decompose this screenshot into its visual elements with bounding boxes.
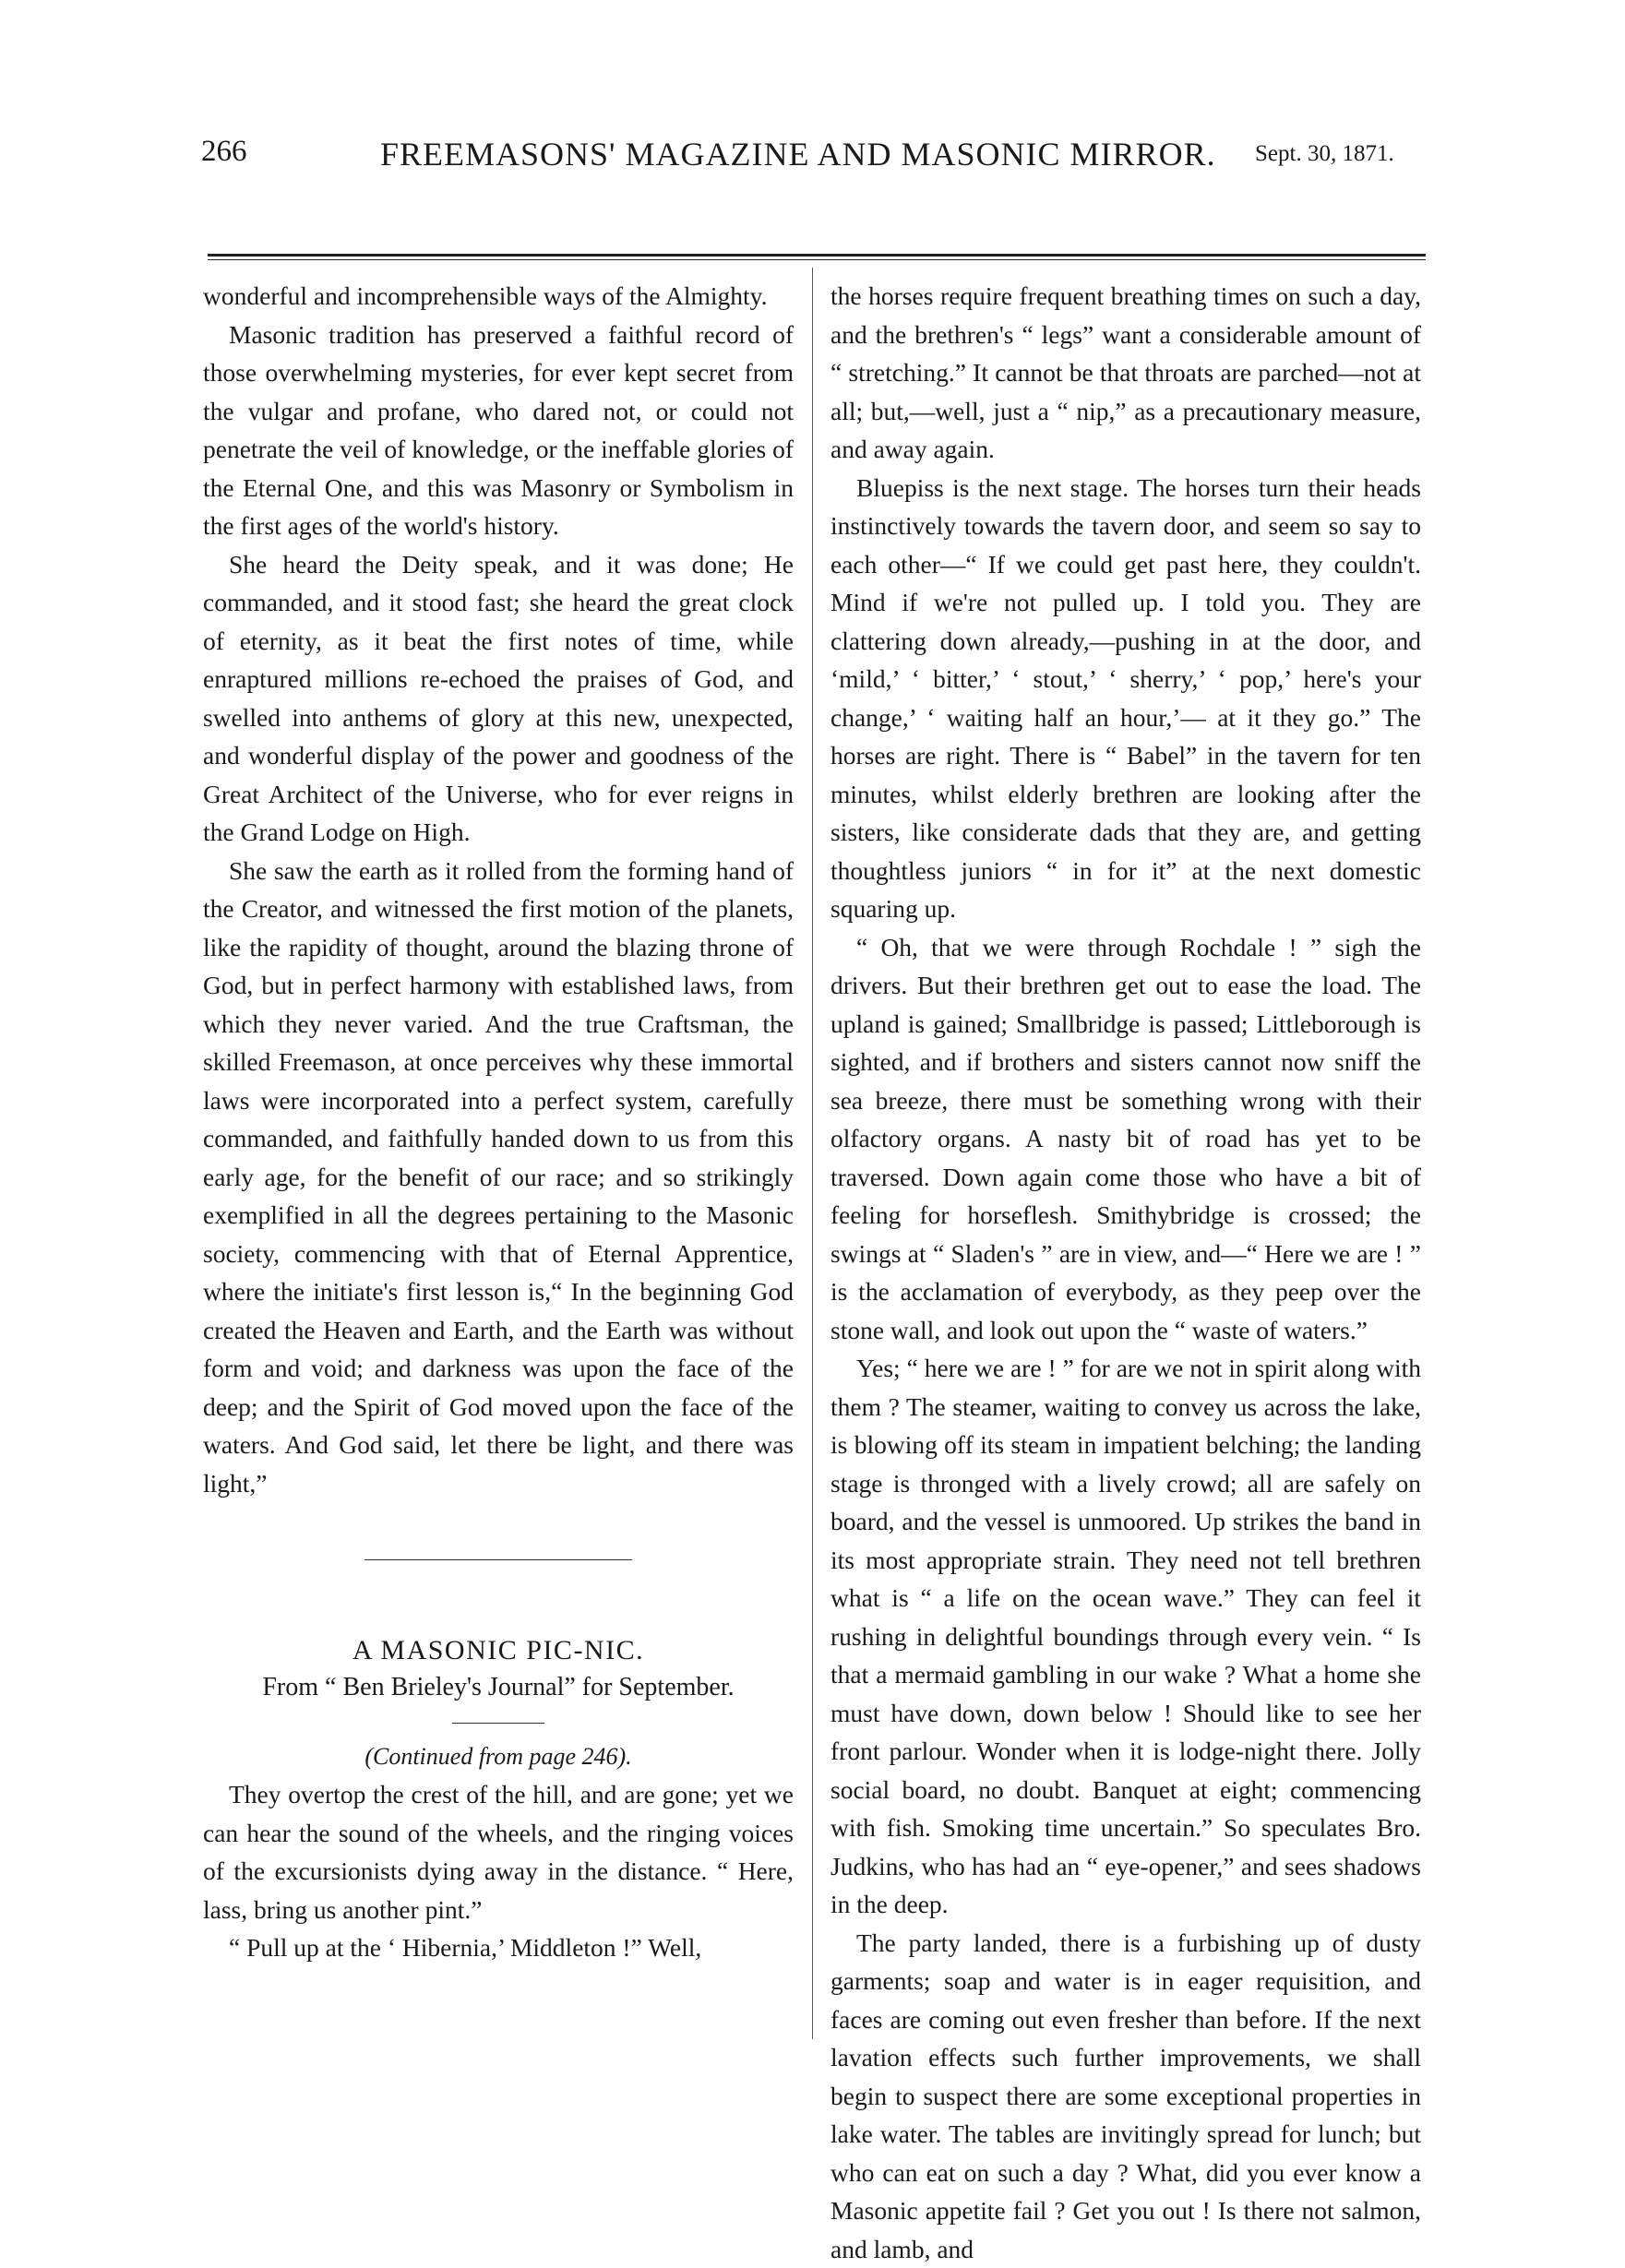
page-number: 266: [201, 135, 247, 169]
issue-date: Sept. 30, 1871.: [1255, 141, 1394, 167]
paragraph: The party landed, there is a furbishing up of dusty garments; soap and water is in eager requisition, and faces are coming out even fresher than before. If the next lavation effects such further improvements, we shall begin to suspect there are some exceptional properties in lake water. The tables are invitingly spread for lunch; but who can eat on such a day ? What, did you ever know a Masonic appetite fail ? Get you out ! Is there not salmon, and lamb, and: [830, 1924, 1421, 2268]
left-column: [203, 277, 794, 1967]
article-title: A MASONIC PIC-NIC.: [203, 1632, 794, 1669]
continued-note: (Continued from page 246).: [203, 1738, 794, 1775]
paragraph: Bluepiss is the next stage. The horses turn their heads instinctively towards the tavern door, and seem so say to each other—“ If we could get past here, they couldn't. Mind if we're not pulled up. I told you. They are clattering down already,—pushing in at the door, and ‘mild,’ ‘ bitter,’ ‘ stout,’ ‘ sherry,’ ‘ pop,’ here's your change,’ ‘ waiting half an hour,’— at it they go.” The horses are right. There is “ Babel” in the tavern for ten minutes, whilst elderly brethren are looking after the sisters, like considerate dads that they are, and getting thoughtless juniors “ in for it” at the next domestic squaring up.: [830, 469, 1421, 928]
paragraph: They overtop the crest of the hill, and are gone; yet we can hear the sound of the wheels, and the ringing voices of the excursionists dying away in the distance. “ Here, lass, bring us another pint.”: [203, 1775, 794, 1928]
paragraph: Masonic tradition has preserved a faithful record of those overwhelming mysteries, for ever kept secret from the vulgar and profane, who dared not, or could not penetrate the veil of knowledge, or the ineffable glories of the Eternal One, and this was Masonry or Symbolism in the first ages of the world's history.: [203, 316, 794, 545]
paragraph: She heard the Deity speak, and it was done; He commanded, and it stood fast; she heard the great clock of eternity, as it beat the first notes of time, while enraptured millions re-echoed the praises of God, and swelled into anthems of glory at this new, unexpected, and wonderful display of the power and goodness of the Great Architect of the Universe, who for ever reigns in the Grand Lodge on High.: [203, 545, 794, 852]
paragraph: the horses require frequent breathing times on such a day, and the brethren's “ legs” want a considerable amount of “ stretching.” It cannot be that throats are parched—not at all; but,—well, just a “ nip,” as a precautionary measure, and away again.: [830, 277, 1421, 469]
right-column: [830, 277, 1421, 2268]
section-divider: [364, 1559, 632, 1560]
paragraph: wonderful and incomprehensible ways of the Almighty.: [203, 277, 794, 316]
column-divider: [812, 268, 813, 2039]
paragraph: Yes; “ here we are ! ” for are we not in spirit along with them ? The steamer, waiting to convey us across the lake, is blowing off its steam in impatient belching; the landing stage is thronged with a lively crowd; all are safely on board, and the vessel is unmoored. Up strikes the band in its most appropriate strain. They need not tell brethren what is “ a life on the ocean wave.” They can feel it rushing in delightful boundings through every vein. “ Is that a mermaid gambling in our wake ? What a home she must have down, down below ! Should like to see her front parlour. Wonder when it is lodge-night there. Jolly social board, no doubt. Banquet at eight; commencing with fish. Smoking time uncertain.” So speculates Bro. Judkins, who has had an “ eye-opener,” and sees shadows in the deep.: [830, 1349, 1421, 1924]
header-rule-thick: [208, 254, 1426, 257]
article-subtitle: From “ Ben Brieley's Journal” for September.: [203, 1669, 794, 1706]
paragraph: She saw the earth as it rolled from the forming hand of the Creator, and witnessed the first motion of the planets, like the rapidity of thought, around the blazing throne of God, but in perfect harmony with established laws, from which they never varied. And the true Craftsman, the skilled Freemason, at once perceives why these immortal laws were incorporated into a perfect system, carefully commanded, and faithfully handed down to us from this early age, for the benefit of our race; and so strikingly exemplified in all the degrees pertaining to the Masonic society, commencing with that of Eternal Apprentice, where the initiate's first lesson is,“ In the beginning God created the Heaven and Earth, and the Earth was without form and void; and darkness was upon the face of the deep; and the Spirit of God moved upon the face of the waters. And God said, let there be light, and there was light,”: [203, 852, 794, 1503]
header-rule-thin: [208, 259, 1426, 260]
paragraph: “ Pull up at the ‘ Hibernia,’ Middleton !” Well,: [203, 1928, 794, 1967]
paragraph: “ Oh, that we were through Rochdale ! ” sigh the drivers. But their brethren get out to ease the load. The upland is gained; Smallbridge is passed; Littleborough is sighted, and if brothers and sisters cannot now sniff the sea breeze, there must be something wrong with their olfactory organs. A nasty bit of road has yet to be traversed. Down again come those who have a bit of feeling for horseflesh. Smithybridge is crossed; the swings at “ Sladen's ” are in view, and—“ Here we are ! ” is the acclamation of everybody, as they peep over the stone wall, and look out upon the “ waste of waters.”: [830, 928, 1421, 1350]
subtitle-divider: [452, 1723, 544, 1724]
page-header: [185, 122, 1421, 177]
running-title: FREEMASONS' MAGAZINE AND MASONIC MIRROR.: [380, 135, 1216, 173]
